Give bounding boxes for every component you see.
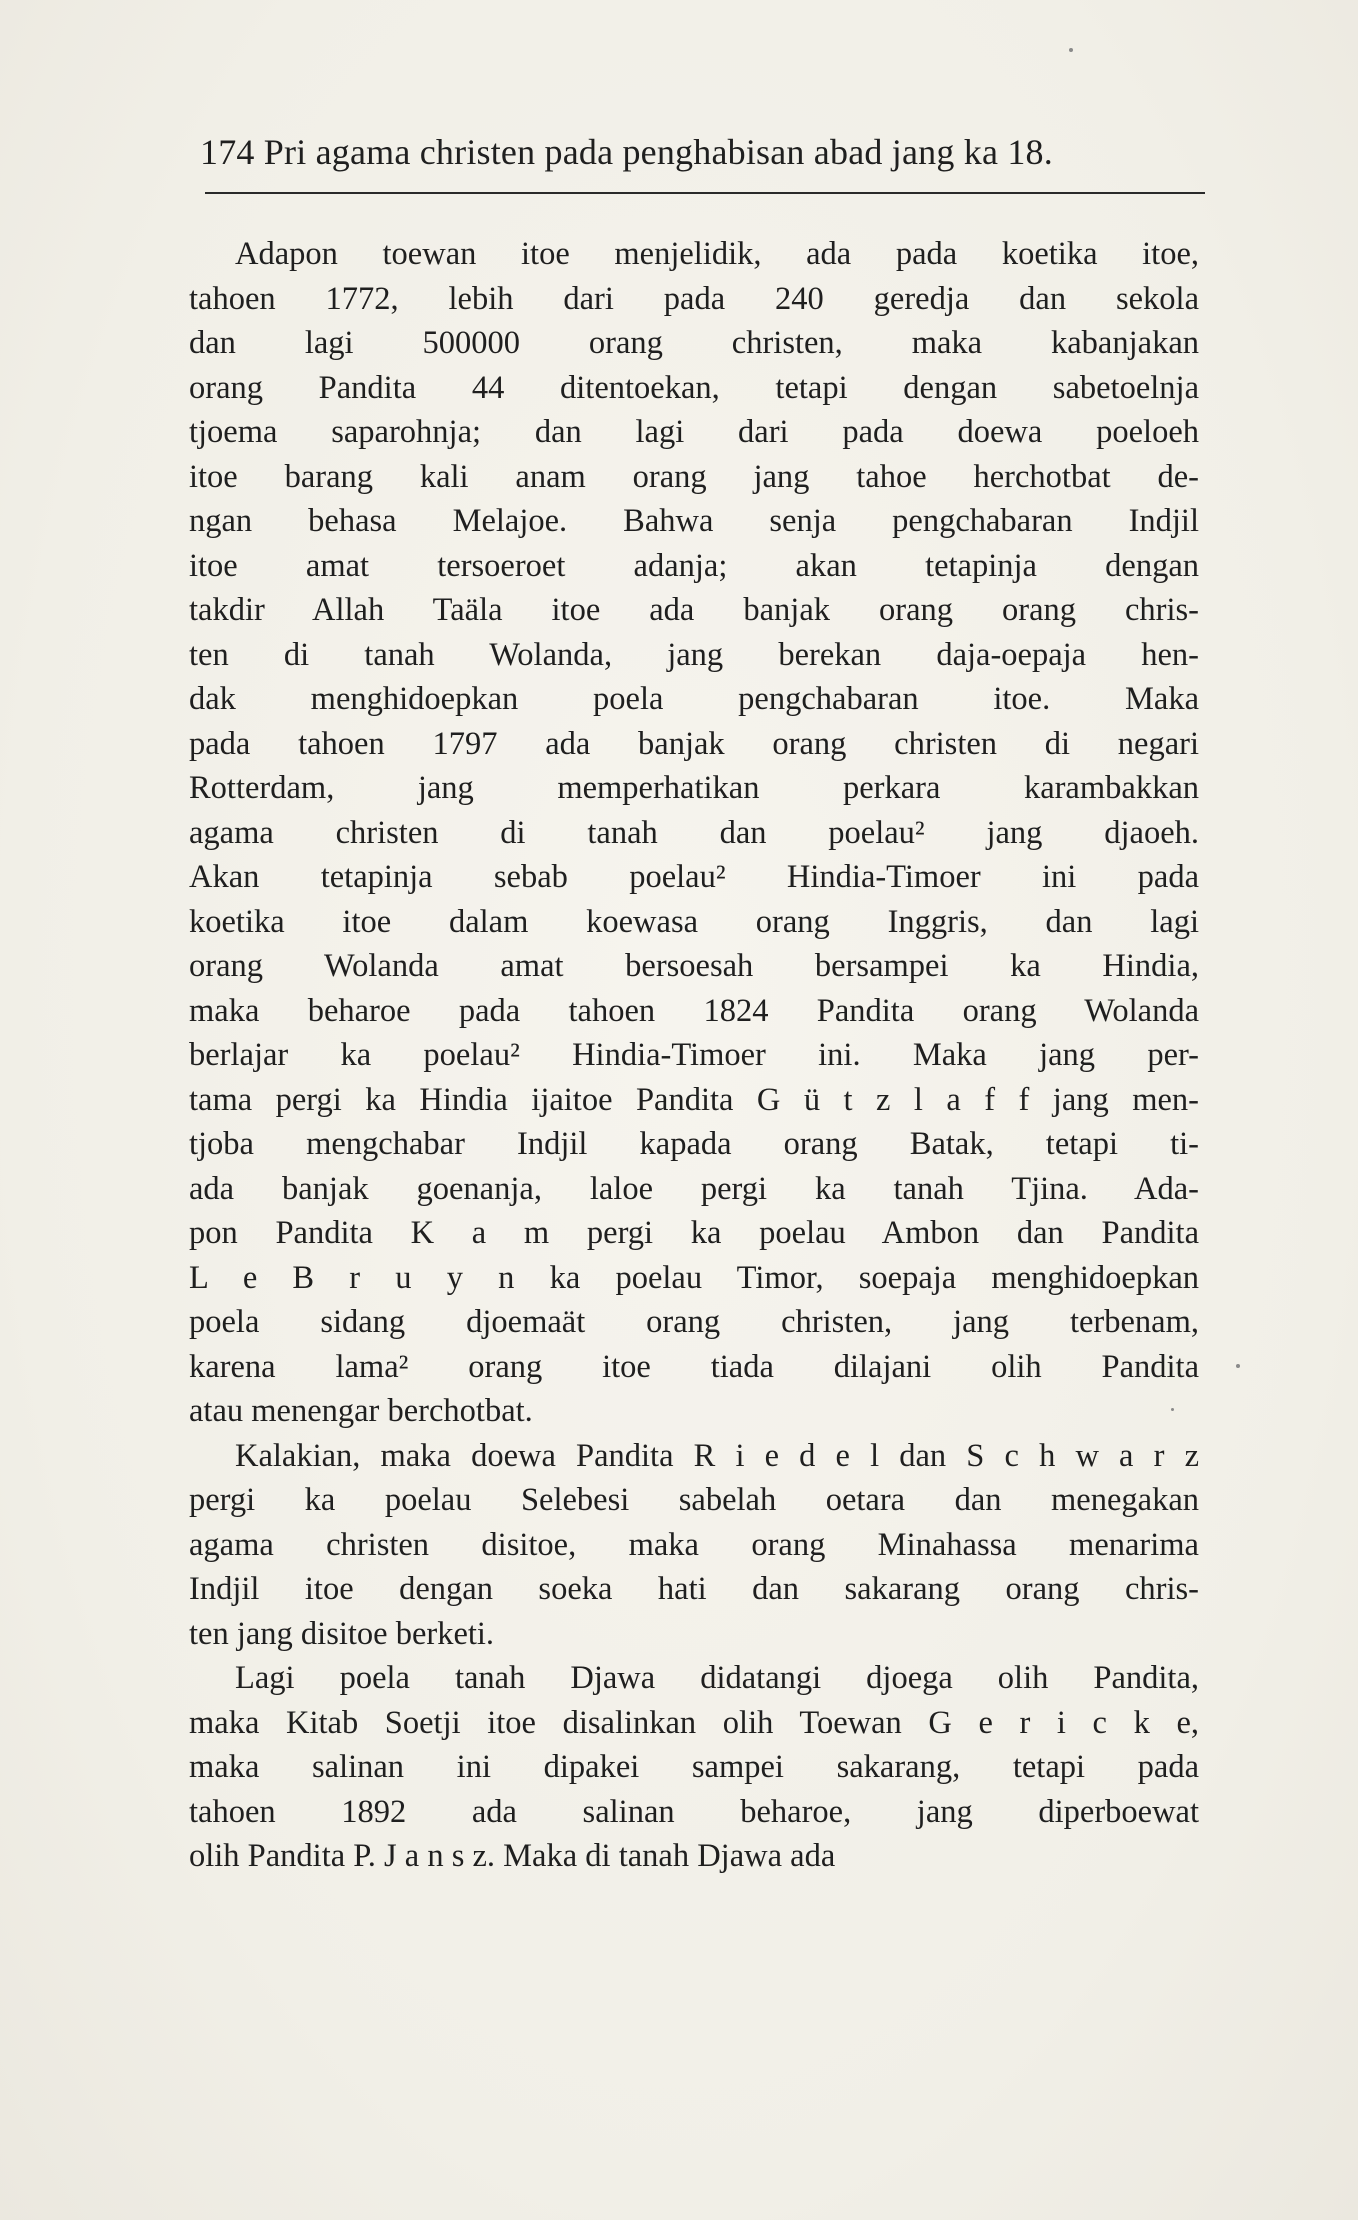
text-line: pergi ka poelau Selebesi sabelah oetara dan menegakan [189,1482,1199,1518]
text-line: atau menengar berchotbat. [189,1393,533,1429]
text-line: tahoen 1892 ada salinan beharoe, jang diperboewat [189,1793,1199,1830]
text-line: ada banjak goenanja, laloe pergi ka tanah Tjina. Ada- [189,1170,1199,1207]
text-line: agama christen di tanah dan poelau² jang djaoeh. [189,814,1199,851]
text-line: Indjil itoe dengan soeka hati dan sakarang orang chris- [189,1571,1199,1607]
text-line: Kalakian, maka doewa Pandita R i e d e l dan S c h w a r z [235,1437,1199,1474]
text-line: agama christen disitoe, maka orang Minahassa menarima [189,1526,1199,1563]
text-line: ten jang disitoe berketi. [189,1615,495,1652]
paragraph [189,1434,1199,1657]
text-line: tama pergi ka Hindia ijaitoe Pandita G ü t z l a f f jang men- [189,1081,1199,1118]
header-rule [205,192,1205,194]
text-line: berlajar ka poelau² Hindia-Timoer ini. Maka jang per- [189,1037,1199,1073]
body-text [189,232,1199,1879]
text-line: maka salinan ini dipakei sampei sakarang, tetapi pada [189,1749,1199,1785]
text-line: ten di tanah Wolanda, jang berekan daja-oepaja hen- [189,636,1199,673]
paper-speck [1236,1364,1240,1368]
text-line: takdir Allah Taäla itoe ada banjak orang orang chris- [189,592,1199,628]
text-line: Akan tetapinja sebab poelau² Hindia-Timoer ini pada [189,859,1199,895]
paragraph [189,232,1199,1434]
text-line: dak menghidoepkan poela pengchabaran itoe. Maka [189,681,1199,717]
text-line: Lagi poela tanah Djawa didatangi djoega olih Pandita, [235,1660,1199,1696]
text-line: tjoema saparohnja; dan lagi dari pada doewa poeloeh [189,414,1199,450]
text-line: karena lama² orang itoe tiada dilajani olih Pandita [189,1348,1199,1385]
text-line: Adapon toewan itoe menjelidik, ada pada koetika itoe, [235,236,1199,272]
text-line: pon Pandita K a m pergi ka poelau Ambon dan Pandita [189,1215,1199,1251]
running-header: 174 Pri agama christen pada penghabisan abad jang ka 18. [200,132,1053,172]
text-line: poela sidang djoemaät orang christen, jang terbenam, [189,1304,1199,1340]
text-line: L e B r u y n ka poelau Timor, soepaja menghidoepkan [189,1259,1199,1296]
text-line: Rotterdam, jang memperhatikan perkara karambakkan [189,770,1199,806]
text-line: tjoba mengchabar Indjil kapada orang Batak, tetapi ti- [189,1126,1199,1162]
text-line: orang Wolanda amat bersoesah bersampei ka Hindia, [189,948,1199,984]
text-line: dan lagi 500000 orang christen, maka kabanjakan [189,325,1199,361]
paper-speck [1171,1408,1174,1411]
paragraph [189,1656,1199,1879]
text-line: maka Kitab Soetji itoe disalinkan olih Toewan G e r i c k e, [189,1704,1199,1741]
text-line: orang Pandita 44 ditentoekan, tetapi dengan sabetoelnja [189,369,1199,406]
text-line: pada tahoen 1797 ada banjak orang christen di negari [189,725,1199,762]
text-line: tahoen 1772, lebih dari pada 240 geredja dan sekola [189,280,1199,317]
paper-speck [1069,48,1073,52]
text-line: maka beharoe pada tahoen 1824 Pandita orang Wolanda [189,992,1199,1029]
text-line: koetika itoe dalam koewasa orang Inggris, dan lagi [189,903,1199,940]
text-line: olih Pandita P. J a n s z. Maka di tanah Djawa ada [189,1838,836,1874]
text-line: ngan behasa Melajoe. Bahwa senja pengchabaran Indjil [189,503,1199,539]
text-line: itoe amat tersoeroet adanja; akan tetapinja dengan [189,547,1199,584]
text-line: itoe barang kali anam orang jang tahoe herchotbat de- [189,458,1199,495]
